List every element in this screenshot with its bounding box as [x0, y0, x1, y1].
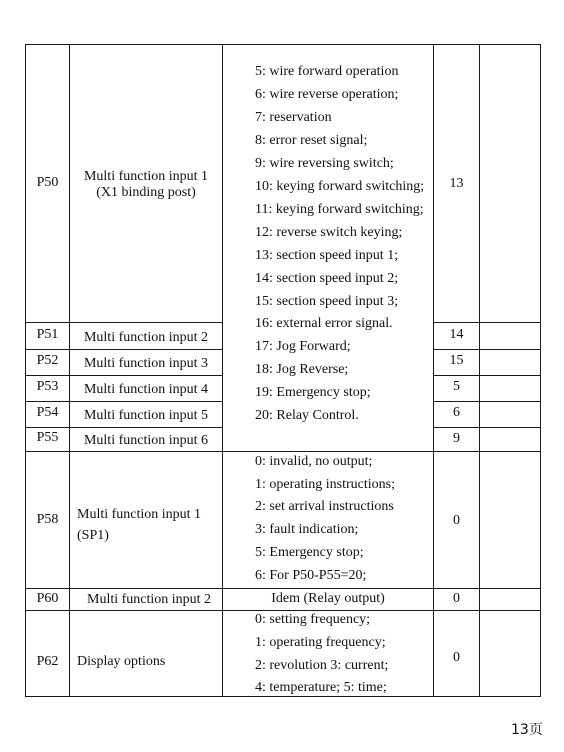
param-name-note: (X1 binding post): [96, 185, 196, 200]
page-number: 13页: [511, 722, 543, 738]
setting-option: 18: Jog Reverse;: [255, 362, 349, 377]
param-value: 14: [449, 327, 464, 342]
table-border-right: [540, 44, 541, 697]
row-divider: [433, 322, 541, 323]
row-divider: [25, 588, 541, 589]
setting-option: 0: setting frequency;: [255, 612, 371, 627]
setting-option: 6: For P50-P55=20;: [255, 568, 367, 583]
setting-option: 2: set arrival instructions: [255, 499, 394, 514]
param-name-note: (SP1): [77, 528, 109, 543]
setting-option: 7: reservation: [255, 110, 332, 125]
param-code: P54: [36, 405, 59, 420]
param-value: 0: [453, 650, 460, 665]
setting-option: 1: operating frequency;: [255, 635, 386, 650]
param-name: Multi function input 3: [83, 356, 209, 371]
setting-option: 16: external error signal.: [255, 316, 393, 331]
param-code: P53: [36, 379, 59, 394]
param-name: Multi function input 1: [77, 507, 202, 522]
param-name: Display options: [77, 654, 166, 669]
setting-option: 11: keying forward switching;: [255, 202, 424, 217]
param-name: Multi function input 5: [83, 408, 209, 423]
param-value: 15: [449, 353, 464, 368]
row-divider: [433, 375, 541, 376]
param-code: P62: [36, 654, 59, 669]
param-code: P52: [36, 353, 59, 368]
setting-option: 3: fault indication;: [255, 522, 359, 537]
setting-option: 15: section speed input 3;: [255, 294, 399, 309]
setting-option: 14: section speed input 2;: [255, 271, 399, 286]
param-name: Multi function input 2: [83, 330, 209, 345]
param-name: Multi function input 4: [83, 382, 209, 397]
param-code: P55: [36, 430, 59, 445]
param-name: Multi function input 1: [83, 169, 209, 184]
row-divider: [25, 349, 222, 350]
param-code: P60: [36, 591, 59, 606]
setting-option: 4: temperature; 5: time;: [255, 680, 387, 695]
row-divider: [25, 427, 222, 428]
setting-option: 8: error reset signal;: [255, 133, 368, 148]
parameter-table: [25, 44, 541, 697]
setting-option: 10: keying forward switching;: [255, 179, 425, 194]
param-code: P51: [36, 327, 59, 342]
param-value: 0: [453, 513, 460, 528]
setting-option: 2: revolution 3: current;: [255, 658, 389, 673]
row-divider: [433, 427, 541, 428]
param-value: 6: [453, 405, 460, 420]
param-name: Multi function input 6: [83, 433, 209, 448]
setting-option: 17: Jog Forward;: [255, 339, 351, 354]
row-divider: [25, 451, 541, 452]
table-border-top: [25, 44, 541, 45]
setting-text: Idem (Relay output): [271, 591, 385, 606]
setting-option: 12: reverse switch keying;: [255, 225, 403, 240]
setting-option: 6: wire reverse operation;: [255, 87, 399, 102]
param-value: 5: [453, 379, 460, 394]
setting-option: 0: invalid, no output;: [255, 454, 373, 469]
column-divider: [479, 44, 480, 697]
setting-option: 19: Emergency stop;: [255, 385, 371, 400]
param-value: 9: [453, 431, 460, 446]
row-divider: [433, 401, 541, 402]
setting-option: 5: Emergency stop;: [255, 545, 364, 560]
row-divider: [25, 401, 222, 402]
param-value: 0: [453, 591, 460, 606]
param-code: P58: [36, 512, 59, 527]
param-value: 13: [449, 176, 464, 191]
setting-option: 9: wire reversing switch;: [255, 156, 394, 171]
setting-option: 5: wire forward operation: [255, 64, 399, 79]
row-divider: [433, 349, 541, 350]
param-name: Multi function input 2: [87, 592, 212, 607]
setting-option: 1: operating instructions;: [255, 477, 395, 492]
param-code: P50: [36, 175, 59, 190]
row-divider: [25, 375, 222, 376]
setting-option: 13: section speed input 1;: [255, 248, 399, 263]
setting-option: 20: Relay Control.: [255, 408, 359, 423]
row-divider: [25, 322, 222, 323]
